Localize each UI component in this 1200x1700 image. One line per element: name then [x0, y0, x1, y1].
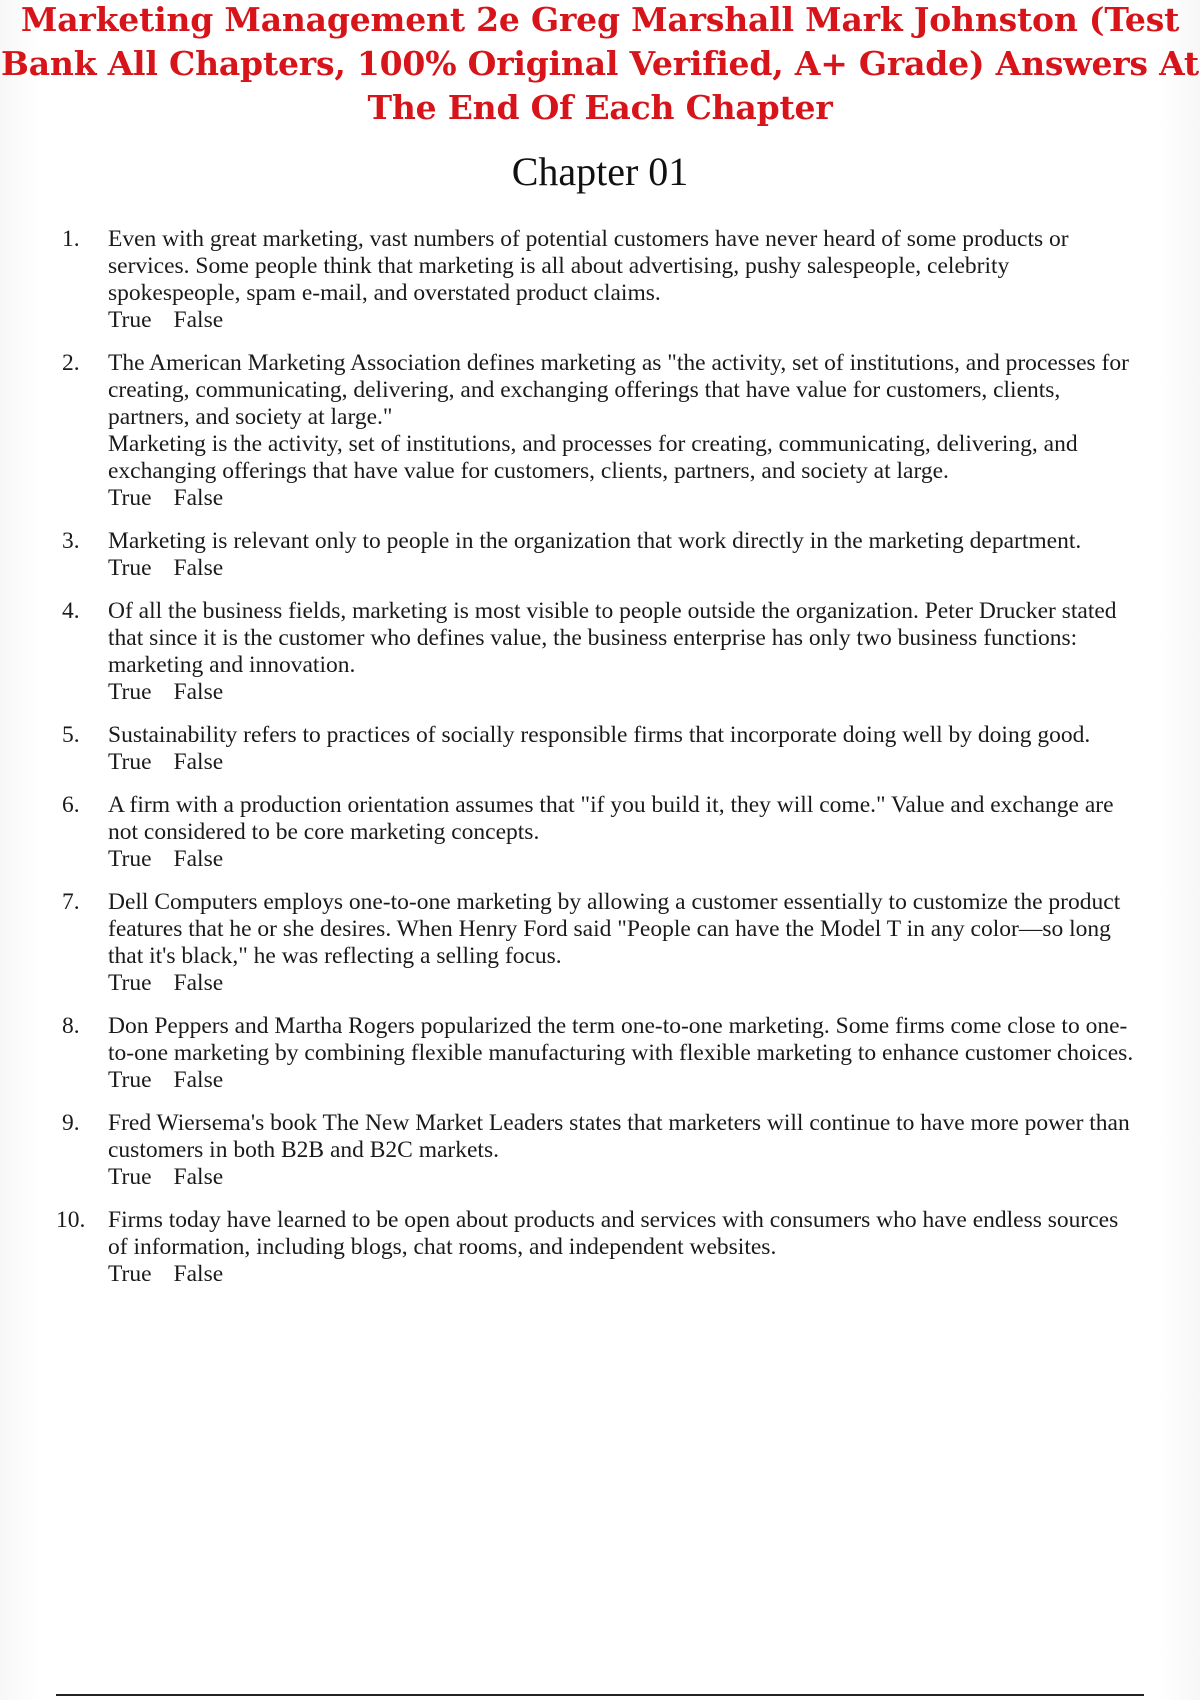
question-text: [108, 598, 1136, 679]
question-item: [56, 1110, 1136, 1191]
question-statement: Even with great marketing, vast numbers of potential customers have never heard of some products or services. Some people think that marketing is all about advertising, pushy salespeople, celebrity spokespeople, spam e-mail, and overstated product claims.: [108, 226, 1069, 306]
question-number: 3.: [62, 528, 80, 554]
answer-options: [108, 846, 1136, 873]
question-statement: Sustainability refers to practices of socially responsible firms that incorporate doing well by doing good.: [108, 722, 1091, 748]
question-text: [108, 1110, 1136, 1164]
question-text: [108, 1013, 1136, 1067]
question-number: 9.: [62, 1110, 80, 1136]
question-statement: Marketing is the activity, set of institutions, and processes for creating, communicating, delivering, and exchanging offerings that have value for customers, clients, partners, and society at large.: [108, 431, 1078, 484]
answer-options: [108, 749, 1136, 776]
answer-option-false[interactable]: False: [173, 307, 224, 333]
answer-option-true[interactable]: True: [108, 555, 152, 581]
question-statement: Of all the business fields, marketing is most visible to people outside the organization. Peter Drucker stated that since it is the customer who defines value, the business enterprise has only two business functions: marketing and innovation.: [108, 598, 1117, 678]
question-list: [56, 226, 1136, 1288]
answer-options: [108, 679, 1136, 706]
answer-option-false[interactable]: False: [173, 485, 224, 511]
question-number: 8.: [62, 1013, 80, 1039]
question-item: [56, 889, 1136, 997]
question-text: [108, 1207, 1136, 1261]
question-text: [108, 889, 1136, 970]
answer-option-true[interactable]: True: [108, 1067, 152, 1093]
chapter-heading: Chapter 01: [511, 149, 689, 194]
document-title: Marketing Management 2e Greg Marshall Mark Johnston (Test Bank All Chapters, 100% Original Verified, A+ Grade) Answers At The End Of Each Chapter: [1, 0, 1199, 127]
question-number: 5.: [62, 722, 80, 748]
answer-options: [108, 1164, 1136, 1191]
answer-option-false[interactable]: False: [173, 1067, 224, 1093]
answer-option-true[interactable]: True: [108, 749, 152, 775]
question-item: [56, 1207, 1136, 1288]
answer-option-true[interactable]: True: [108, 307, 152, 333]
question-number: 7.: [62, 889, 80, 915]
question-statement: Dell Computers employs one-to-one marketing by allowing a customer essentially to customize the product features that he or she desires. When Henry Ford said "People can have the Model T in any color—so long that it's black," he was reflecting a selling focus.: [108, 889, 1121, 969]
question-number: 2.: [62, 350, 80, 376]
answer-option-true[interactable]: True: [108, 970, 152, 996]
question-statement: Marketing is relevant only to people in the organization that work directly in the marketing department.: [108, 528, 1082, 554]
question-item: [56, 722, 1136, 776]
question-text: [108, 528, 1136, 555]
question-item: [56, 598, 1136, 706]
question-item: [56, 350, 1136, 512]
answer-options: [108, 307, 1136, 334]
answer-options: [108, 555, 1136, 582]
question-statement: Fred Wiersema's book The New Market Leaders states that marketers will continue to have more power than customers in both B2B and B2C markets.: [108, 1110, 1130, 1163]
answer-option-false[interactable]: False: [173, 749, 224, 775]
question-item: [56, 226, 1136, 334]
answer-option-true[interactable]: True: [108, 485, 152, 511]
question-statement: Firms today have learned to be open about products and services with consumers who have endless sources of information, including blogs, chat rooms, and independent websites.: [108, 1207, 1119, 1260]
question-statement: Don Peppers and Martha Rogers popularized the term one-to-one marketing. Some firms come close to one-to-one marketing by combining flexible manufacturing with flexible marketing to enhance customer choices.: [108, 1013, 1134, 1066]
answer-options: [108, 970, 1136, 997]
question-statement: The American Marketing Association defines marketing as "the activity, set of institutions, and processes for creating, communicating, delivering, and exchanging offerings that have value for customers, clients, partners, and society at large.": [108, 350, 1129, 430]
question-text: [108, 350, 1136, 485]
answer-option-true[interactable]: True: [108, 679, 152, 705]
question-item: [56, 528, 1136, 582]
question-text: [108, 722, 1136, 749]
answer-option-true[interactable]: True: [108, 846, 152, 872]
answer-options: [108, 1261, 1136, 1288]
answer-option-true[interactable]: True: [108, 1164, 152, 1190]
answer-options: [108, 485, 1136, 512]
question-number: 4.: [62, 598, 80, 624]
question-text: [108, 226, 1136, 307]
question-number: 1.: [62, 226, 80, 252]
answer-option-true[interactable]: True: [108, 1261, 152, 1287]
question-text: [108, 792, 1136, 846]
question-number: 6.: [62, 792, 80, 818]
question-number: 10.: [56, 1207, 86, 1233]
bottom-rule: [56, 1694, 1144, 1696]
answer-option-false[interactable]: False: [173, 1261, 224, 1287]
answer-option-false[interactable]: False: [173, 846, 224, 872]
answer-option-false[interactable]: False: [173, 555, 224, 581]
answer-option-false[interactable]: False: [173, 1164, 224, 1190]
question-item: [56, 1013, 1136, 1094]
answer-options: [108, 1067, 1136, 1094]
answer-option-false[interactable]: False: [173, 679, 224, 705]
question-statement: A firm with a production orientation assumes that "if you build it, they will come." Value and exchange are not considered to be core marketing concepts.: [108, 792, 1114, 845]
question-item: [56, 792, 1136, 873]
answer-option-false[interactable]: False: [173, 970, 224, 996]
